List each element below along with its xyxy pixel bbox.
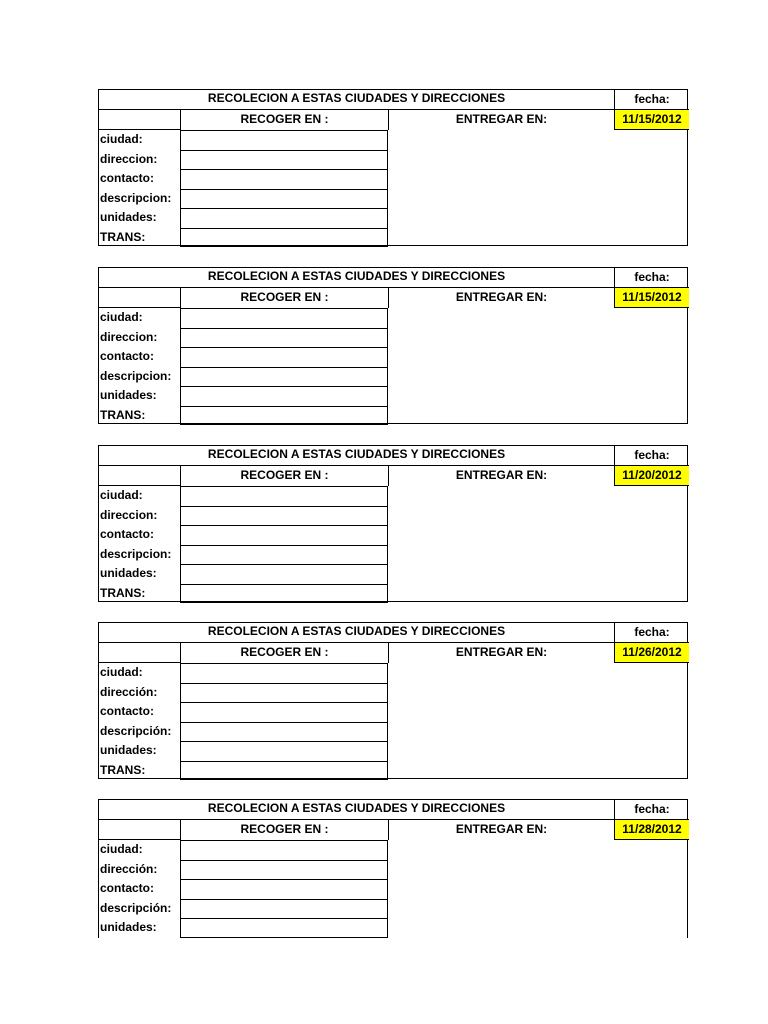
row-label: TRANS: bbox=[100, 762, 146, 777]
entregar-header: ENTREGAR EN: bbox=[388, 466, 614, 486]
recoger-input-field[interactable] bbox=[180, 208, 388, 228]
recoger-input-field[interactable] bbox=[180, 683, 388, 703]
row-label: contacto: bbox=[100, 881, 154, 895]
recoger-header: RECOGER EN : bbox=[180, 643, 388, 663]
recoger-input-field[interactable] bbox=[180, 564, 388, 584]
row-label: unidades: bbox=[100, 920, 157, 934]
recoger-header: RECOGER EN : bbox=[180, 466, 388, 486]
entregar-header: ENTREGAR EN: bbox=[388, 643, 614, 663]
entregar-area[interactable] bbox=[388, 486, 614, 601]
row-label: direccion: bbox=[100, 151, 158, 166]
recoger-input-field[interactable] bbox=[180, 386, 388, 406]
date-cell[interactable]: 11/28/2012 bbox=[614, 820, 689, 840]
recoger-input-field[interactable] bbox=[180, 899, 388, 919]
row-label: unidades: bbox=[100, 566, 157, 580]
entregar-header: ENTREGAR EN: bbox=[388, 820, 614, 840]
entregar-header: ENTREGAR EN: bbox=[388, 110, 614, 130]
date-cell[interactable]: 11/15/2012 bbox=[614, 110, 689, 130]
date-cell[interactable]: 11/26/2012 bbox=[614, 643, 689, 663]
date-cell[interactable]: 11/20/2012 bbox=[614, 466, 689, 486]
row-label: direccion: bbox=[100, 329, 158, 344]
fecha-label: fecha: bbox=[614, 90, 689, 109]
row-label: contacto: bbox=[100, 171, 154, 185]
recoger-input-field[interactable] bbox=[180, 328, 388, 348]
recoger-input-field[interactable] bbox=[180, 741, 388, 761]
delivery-form-5 bbox=[98, 799, 688, 938]
row-label: TRANS: bbox=[100, 407, 146, 422]
recoger-input-field[interactable] bbox=[180, 663, 388, 683]
form-title: RECOLECION A ESTAS CIUDADES Y DIRECCIONES bbox=[207, 624, 506, 638]
recoger-input-field[interactable] bbox=[180, 130, 388, 150]
delivery-form-4 bbox=[98, 622, 688, 779]
fecha-label: fecha: bbox=[614, 268, 689, 287]
recoger-input-field[interactable] bbox=[180, 584, 388, 604]
entregar-area[interactable] bbox=[388, 308, 614, 423]
date-cell[interactable]: 11/15/2012 bbox=[614, 288, 689, 308]
row-label: descripcion: bbox=[100, 368, 172, 383]
recoger-header: RECOGER EN : bbox=[180, 820, 388, 840]
recoger-input-field[interactable] bbox=[180, 308, 388, 328]
row-label: ciudad: bbox=[100, 842, 143, 856]
recoger-input-field[interactable] bbox=[180, 702, 388, 722]
recoger-input-field[interactable] bbox=[180, 879, 388, 899]
fecha-label: fecha: bbox=[614, 800, 689, 819]
recoger-input-field[interactable] bbox=[180, 406, 388, 426]
recoger-input-field[interactable] bbox=[180, 918, 388, 938]
recoger-input-field[interactable] bbox=[180, 506, 388, 526]
row-label: descripcion: bbox=[100, 190, 172, 205]
recoger-input-field[interactable] bbox=[180, 545, 388, 565]
row-label: dirección: bbox=[100, 684, 158, 699]
recoger-input-field[interactable] bbox=[180, 761, 388, 781]
row-label: ciudad: bbox=[100, 665, 143, 679]
row-label: contacto: bbox=[100, 704, 154, 718]
delivery-form-3 bbox=[98, 445, 688, 602]
row-label: ciudad: bbox=[100, 310, 143, 324]
fecha-label: fecha: bbox=[614, 446, 689, 465]
row-label: unidades: bbox=[100, 743, 157, 757]
row-label: TRANS: bbox=[100, 229, 146, 244]
recoger-input-field[interactable] bbox=[180, 228, 388, 248]
row-label: TRANS: bbox=[100, 585, 146, 600]
row-label: dirección: bbox=[100, 861, 158, 876]
row-label: ciudad: bbox=[100, 488, 143, 502]
recoger-header: RECOGER EN : bbox=[180, 110, 388, 130]
row-label: descripcion: bbox=[100, 546, 172, 561]
entregar-header: ENTREGAR EN: bbox=[388, 288, 614, 308]
row-label: ciudad: bbox=[100, 132, 143, 146]
form-title: RECOLECION A ESTAS CIUDADES Y DIRECCIONES bbox=[207, 447, 506, 461]
recoger-input-field[interactable] bbox=[180, 722, 388, 742]
recoger-header: RECOGER EN : bbox=[180, 288, 388, 308]
recoger-input-field[interactable] bbox=[180, 189, 388, 209]
delivery-form-1 bbox=[98, 89, 688, 246]
recoger-input-field[interactable] bbox=[180, 169, 388, 189]
form-title: RECOLECION A ESTAS CIUDADES Y DIRECCIONES bbox=[207, 91, 506, 105]
recoger-input-field[interactable] bbox=[180, 347, 388, 367]
recoger-input-field[interactable] bbox=[180, 150, 388, 170]
recoger-input-field[interactable] bbox=[180, 486, 388, 506]
entregar-area[interactable] bbox=[388, 840, 614, 938]
row-label: unidades: bbox=[100, 210, 157, 224]
row-label: descripción: bbox=[100, 900, 172, 915]
row-label: descripción: bbox=[100, 723, 172, 738]
delivery-form-2 bbox=[98, 267, 688, 424]
row-label: contacto: bbox=[100, 527, 154, 541]
recoger-input-field[interactable] bbox=[180, 525, 388, 545]
row-label: direccion: bbox=[100, 507, 158, 522]
recoger-input-field[interactable] bbox=[180, 840, 388, 860]
form-title: RECOLECION A ESTAS CIUDADES Y DIRECCIONES bbox=[207, 269, 506, 283]
entregar-area[interactable] bbox=[388, 663, 614, 778]
form-title: RECOLECION A ESTAS CIUDADES Y DIRECCIONES bbox=[207, 801, 506, 815]
row-label: unidades: bbox=[100, 388, 157, 402]
fecha-label: fecha: bbox=[614, 623, 689, 642]
recoger-input-field[interactable] bbox=[180, 860, 388, 880]
recoger-input-field[interactable] bbox=[180, 367, 388, 387]
entregar-area[interactable] bbox=[388, 130, 614, 245]
row-label: contacto: bbox=[100, 349, 154, 363]
